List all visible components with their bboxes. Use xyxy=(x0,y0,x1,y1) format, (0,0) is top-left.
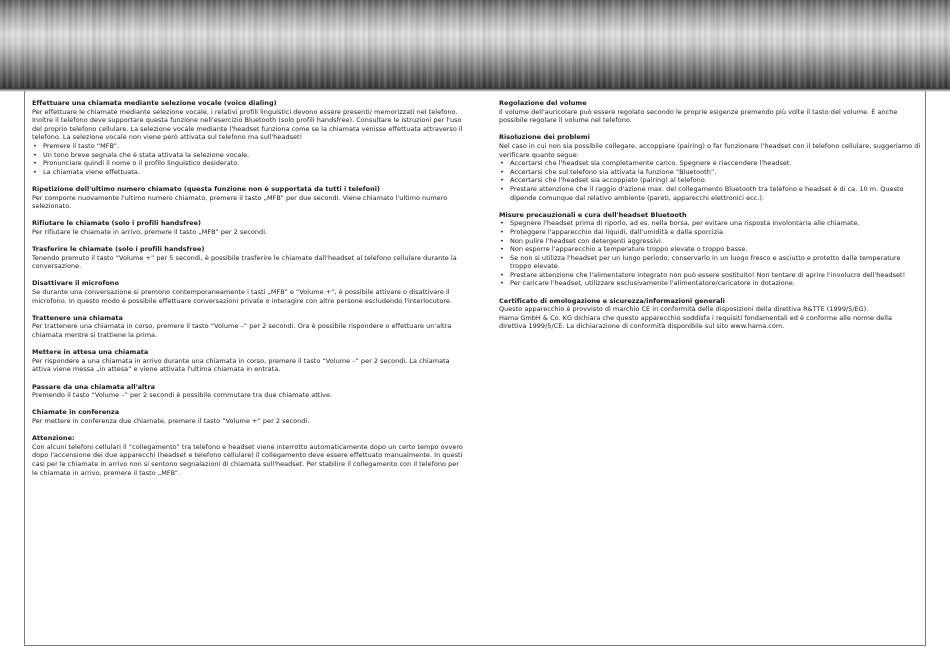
section-title: Attenzione: xyxy=(32,434,75,443)
section-call-waiting xyxy=(32,348,464,374)
section-attention xyxy=(32,434,464,477)
paragraph: Nel caso in cui non sia possibile collegare, accoppiare (pairing) o far funzionare l'headset con il telefono cellulare, suggeriamo di verificare quanto segue: xyxy=(499,141,921,159)
paragraph: Per trattenere una chiamata in corso, premere il tasto “Volume –” per 2 secondi. Ora è possibile rispondere o effettuare un'altra chiamata mentre si trattiene la prima. xyxy=(32,322,452,340)
section-title: Rifiutare le chiamate (solo i profili handsfree) xyxy=(32,219,202,228)
section-certification xyxy=(499,297,921,331)
paragraph: Premendo il tasto “Volume –” per 2 secondi è possibile commutare tra due chiamate attive. xyxy=(32,391,333,400)
paragraph: Per comporre nuovamente l'ultimo numero chiamato, premere il tasto „MFB” per due secondi. Viene chiamato l'ultimo numero selezionato. xyxy=(32,193,448,211)
section-transfer-calls xyxy=(32,245,464,271)
bullet-list xyxy=(32,142,464,176)
section-title: Regolazione del volume xyxy=(499,99,587,107)
list-item: • Non esporre l'apparecchio a temperature troppo elevate o troppo basse. xyxy=(499,245,921,254)
section-precautions-care xyxy=(499,211,921,288)
list-item: • Prestare attenzione che l'alimentatore integrato non può essere sostituito! Non tentare di aprire l'involucro dell'headset! xyxy=(499,271,921,280)
list-item: • Accertarsi che l'headset sia accoppiato (pairing) al telefono. xyxy=(499,176,921,185)
section-voice-dialing xyxy=(32,99,464,176)
list-item: • Se non si utilizza l'headset per un lungo periodo, conservarlo in un luogo fresco e asciutto e protetto dalle temperature troppo elevate. xyxy=(499,254,921,271)
section-switch-calls xyxy=(32,383,464,400)
section-volume-control xyxy=(499,99,921,125)
section-title: Passare da una chiamata all'altra xyxy=(32,382,155,391)
section-title: Mettere in attesa una chiamata xyxy=(32,348,149,357)
right-column xyxy=(499,99,921,340)
section-title: Disattivare il microfono xyxy=(32,279,119,288)
section-mute-microphone xyxy=(32,279,464,305)
bullet-list xyxy=(499,219,921,288)
list-item: • Pronunciare quindi il nome o il profilo linguistico desiderato. xyxy=(32,159,464,168)
paragraph: Questo apparecchio è provvisto di marchio CE in conformità delle disposizioni della direttiva R&TTE (1999/5/EG). xyxy=(499,305,869,314)
list-item: • Per caricare l'headset, utilizzare esclusivamente l'alimentatore/caricatore in dotazione. xyxy=(499,279,921,288)
section-title: Ripetizione dell'ultimo numero chiamato (questa funzione non è supportata da tutti i telefoni) xyxy=(32,184,380,193)
paragraph: Il volume dell'auricolare può essere regolato secondo le proprie esigenze premendo più volte il tasto del volume. È anche possibile regolare il volume nel telefono. xyxy=(499,107,898,125)
section-title: Trasferire le chiamate (solo i profili handsfree) xyxy=(32,245,205,254)
section-title: Effettuare una chiamata mediante selezione vocale (voice dialing) xyxy=(32,99,277,107)
section-title: Misure precauzionali e cura dell'headset Bluetooth xyxy=(499,210,687,219)
list-item: • Non pulire l'headset con detergenti aggressivi. xyxy=(499,237,921,246)
section-title: Certificato di omologazione e sicurezza/informazioni generali xyxy=(499,296,725,305)
section-troubleshooting xyxy=(499,133,921,202)
section-redial xyxy=(32,185,464,211)
list-item: • Spegnere l'headset prima di riporlo, ad es. nella borsa, per evitare una risposta involontaria alle chiamate. xyxy=(499,219,921,228)
paragraph: Con alcuni telefoni cellulari il “collegamento” tra telefono e headset viene interrotto automaticamente dopo un certo tempo ovvero dopo l'accensione dei due apparecchi (headset e telefono cellulare) il collegamento deve essere effettuato manualmente. In questi casi per le chiamate in arrivo non si sentono segnalazioni di chiamata sull'headset. Per stabilire il collegamento con il telefono per le chiamate in arrivo, premere il tasto „MFB”. xyxy=(32,442,463,477)
paragraph: Per rispondere a una chiamata in arrivo durante una chiamata in corso, premere il tasto “Volume –” per 2 secondi. La chiamata attiva viene messa „in attesa” e viene attivata l'ultima chiamata in entrata. xyxy=(32,356,450,374)
list-item: • Un tono breve segnala che è stata attivata la selezione vocale. xyxy=(32,151,464,160)
list-item: • La chiamata viene effettuata. xyxy=(32,168,464,177)
section-title: Risoluzione dei problemi xyxy=(499,133,590,142)
list-item: • Accertarsi che l'headset sia completamente carico. Spegnere e riaccendere l'headset. xyxy=(499,159,921,168)
paragraph: Tenendo premuto il tasto “Volume +” per 5 secondi, è possibile trasferire le chiamate dall'headset al telefono cellulare durante la conversazione. xyxy=(32,253,457,271)
paragraph: Per effettuare le chiamate mediante selezione vocale, i relativi profili linguistici devono essere presenti/ memorizzati nel telefono. Inoltre il telefono deve supportare questa funzione nell'esercizio Bluetooth (solo profili handsfree). Consultare le istruzioni per l'uso del proprio telefono cellulare. La selezione vocale mediante l'headset funziona come se la chiamata venisse effettuata attraverso il telefono. La selezione vocale non viene però attivata sul telefono ma sull'headset! xyxy=(32,107,463,142)
list-item: • Proteggere l'apparecchio dai liquidi, dall'umidità e dalla sporcizia. xyxy=(499,228,921,237)
brushed-metal-header xyxy=(0,0,950,88)
paragraph: Hama GmbH & Co. KG dichiara che questo apparecchio soddisfa i requisiti fondamentali ed è conforme alle norme della direttiva 1999/5/CE. La dichiarazione di conformità disponibile sul sito www.hama.com. xyxy=(499,313,892,331)
section-conference-calls xyxy=(32,408,464,425)
list-item: • Premere il tasto “MFB”. xyxy=(32,142,464,151)
section-reject-calls xyxy=(32,219,464,236)
left-column xyxy=(32,99,464,486)
list-item: • Prestare attenzione che il raggio d'azione max. del collegamento Bluetooth tra telefono e headset è di ca. 10 m. Questo dipende comunque dal relativo ambiente (pareti, apparecchi elettronici ecc.). xyxy=(499,185,921,202)
paragraph: Se durante una conversazione si premono contemporaneamente i tasti „MFB” e “Volume +”, è possibile attivare o disattivare il microfono. In questo modo è possibile effettuare conversazioni private o interagire con altre persone escludendo l'interlocutore. xyxy=(32,288,453,305)
section-hold-call xyxy=(32,314,464,340)
paragraph: Per mettere in conferenza due chiamate, premere il tasto “Volume +” per 2 secondi. xyxy=(32,416,310,425)
section-title: Trattenere una chiamata xyxy=(32,313,123,322)
bullet-list xyxy=(499,159,921,202)
paragraph: Per rifiutare le chiamate in arrivo, premere il tasto „MFB” per 2 secondi. xyxy=(32,227,268,236)
section-title: Chiamate in conferenza xyxy=(32,408,120,417)
list-item: • Accertarsi che sul telefono sia attivata la funzione “Bluetooth”. xyxy=(499,168,921,177)
